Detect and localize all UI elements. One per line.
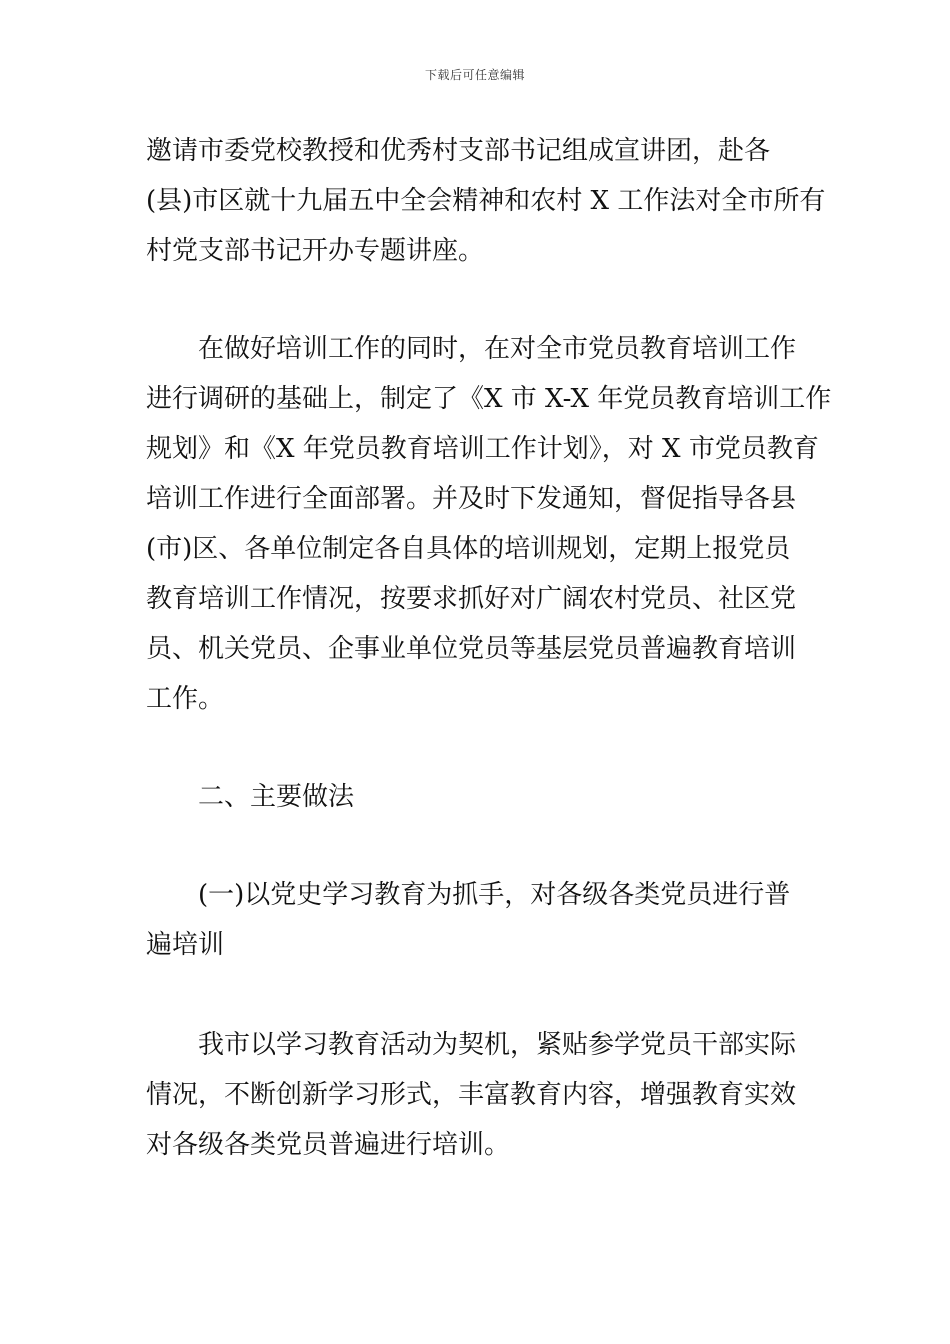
section-heading bbox=[146, 772, 806, 822]
subheading-line: (一)以党史学习教育为抓手，对各级各类党员进行普 bbox=[198, 880, 791, 910]
heading-line: 二、主要做法 bbox=[198, 782, 355, 812]
paragraph-line: 在做好培训工作的同时，在对全市党员教育培训工作 bbox=[198, 334, 797, 364]
paragraph-line: 对各级各类党员普遍进行培训。 bbox=[146, 1130, 511, 1160]
paragraph-line: 工作。 bbox=[146, 684, 225, 714]
paragraph-1 bbox=[146, 126, 826, 276]
page-header-note: 下载后可任意编辑 bbox=[424, 68, 525, 82]
paragraph-3 bbox=[146, 1020, 806, 1170]
paragraph-line: 规划》和《X 年党员教育培训工作计划》，对 X 市党员教育 bbox=[146, 434, 819, 464]
paragraph-2 bbox=[146, 324, 832, 724]
paragraph-line: (县)市区就十九届五中全会精神和农村 X 工作法对全市所有 bbox=[146, 186, 826, 216]
paragraph-line: (市)区、各单位制定各自具体的培训规划，定期上报党员 bbox=[146, 534, 791, 564]
paragraph-line: 我市以学习教育活动为契机，紧贴参学党员干部实际 bbox=[198, 1030, 797, 1060]
paragraph-line: 员、机关党员、企事业单位党员等基层党员普遍教育培训 bbox=[146, 634, 797, 664]
paragraph-line: 教育培训工作情况，按要求抓好对广阔农村党员、社区党 bbox=[146, 584, 797, 614]
subheading-1 bbox=[146, 870, 806, 970]
paragraph-line: 培训工作进行全面部署。并及时下发通知，督促指导各县 bbox=[146, 484, 797, 514]
paragraph-line: 邀请市委党校教授和优秀村支部书记组成宣讲团，赴各 bbox=[146, 136, 771, 166]
paragraph-line: 村党支部书记开办专题讲座。 bbox=[146, 236, 485, 266]
paragraph-line: 情况，不断创新学习形式，丰富教育内容，增强教育实效 bbox=[146, 1080, 797, 1110]
paragraph-line: 进行调研的基础上，制定了《X 市 X-X 年党员教育培训工作 bbox=[146, 384, 832, 414]
subheading-line: 遍培训 bbox=[146, 930, 225, 960]
